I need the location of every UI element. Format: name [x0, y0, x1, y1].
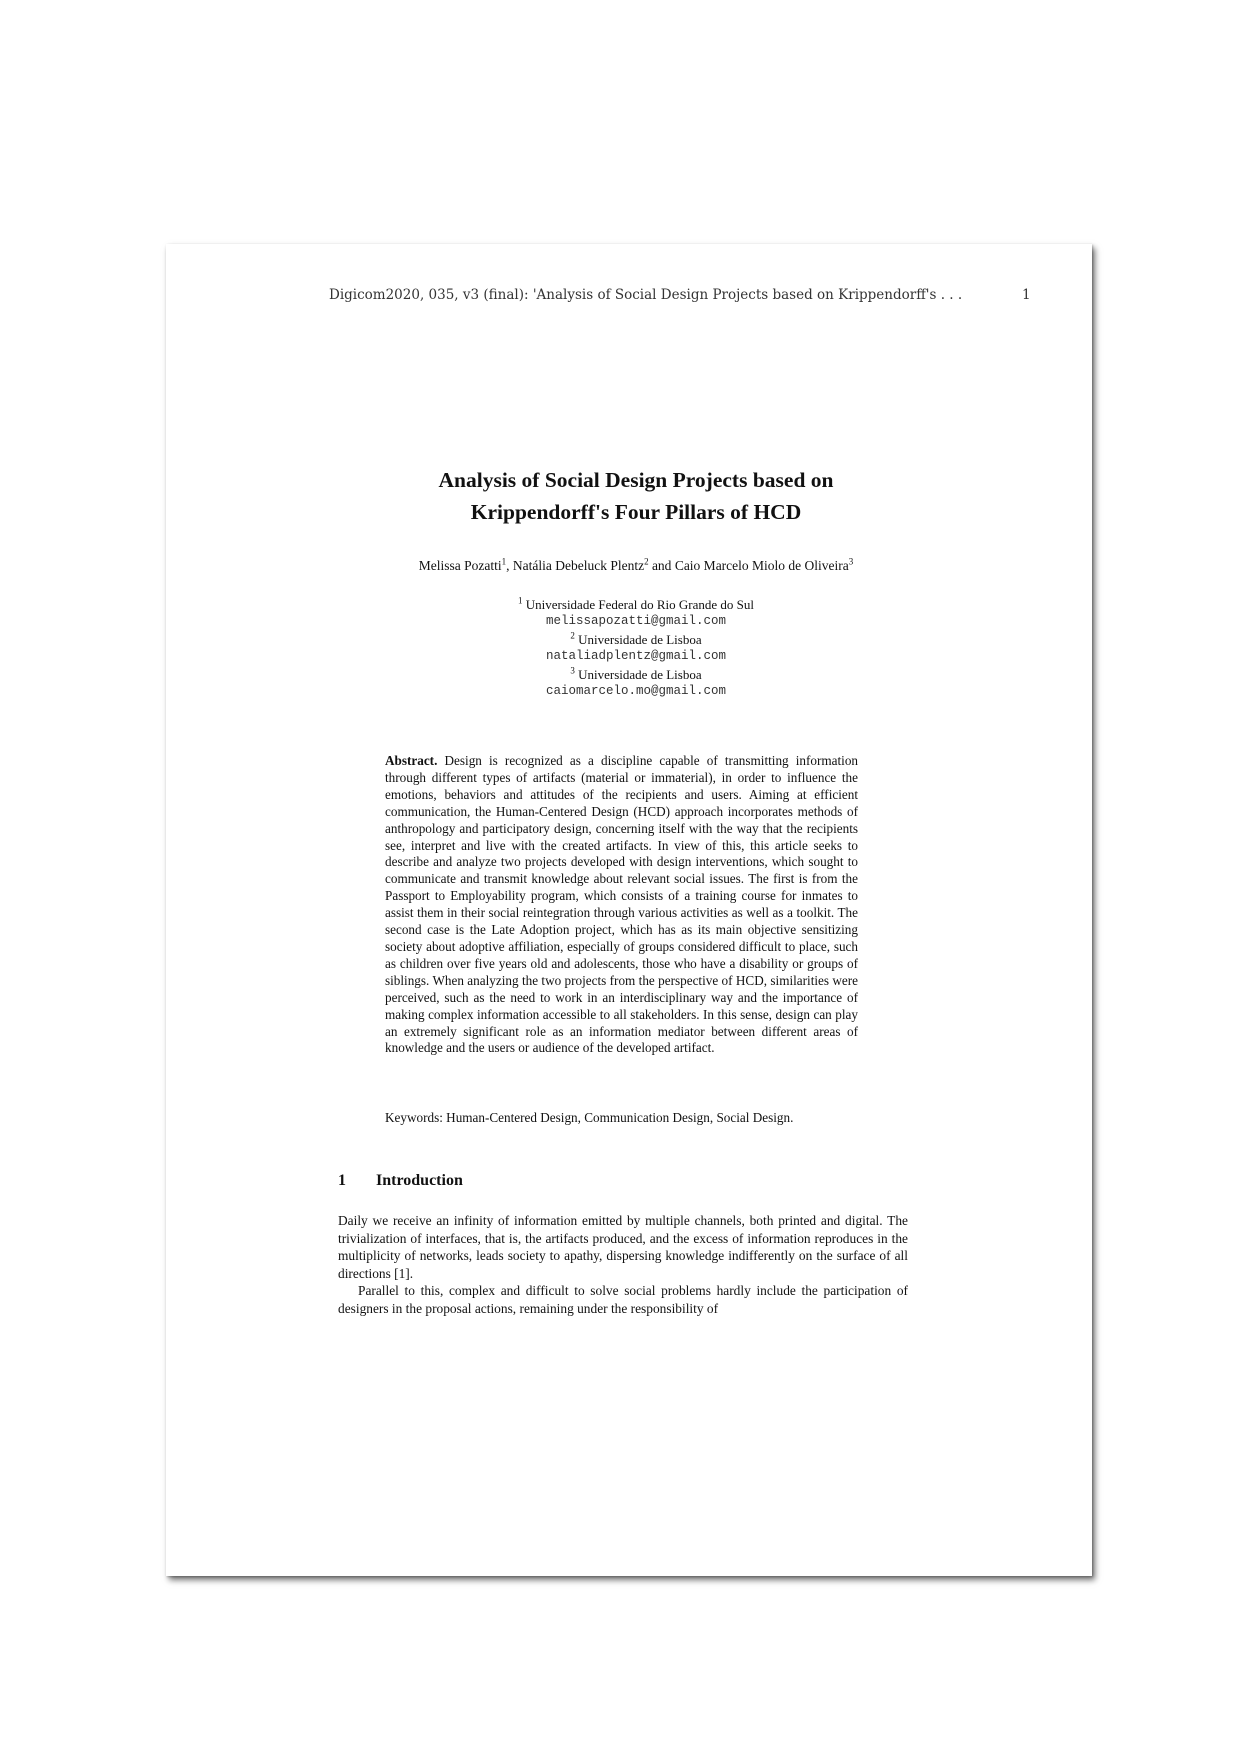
institution-name: Universidade de Lisboa: [578, 631, 702, 647]
affiliation-institution: [336, 596, 936, 613]
affiliation-email: caiomarcelo.mo@gmail.com: [545, 684, 727, 699]
institution-name: Universidade de Lisboa: [578, 666, 702, 682]
paragraph: Daily we receive an infinity of information emitted by multiple channels, both printed and digital. The trivialization of interfaces, that is, the artifacts produced, and the excess of information reproduces in the multiplicity of networks, leads society to apathy, dispersing knowledge indifferently on the surface of all directions [1].: [338, 1213, 908, 1281]
section-number: 1: [338, 1172, 346, 1189]
affiliation-sup: 3: [570, 665, 575, 676]
section-title: Introduction: [376, 1172, 463, 1189]
author-separator: ,: [506, 558, 513, 573]
paper-title: [286, 464, 986, 528]
author-and: and: [648, 558, 675, 573]
affiliation-institution: [336, 666, 936, 683]
institution-name: Universidade Federal do Rio Grande do Sul: [525, 597, 754, 612]
author-name: Natália Debeluck Plentz: [512, 558, 645, 573]
running-head: Digicom2020, 035, v3 (final): 'Analysis of Social Design Projects based on Krippendorff's . . .: [329, 287, 963, 303]
abstract: [385, 753, 858, 1057]
affiliation-institution: [336, 631, 936, 648]
affiliations: [336, 596, 936, 700]
affiliation-sup: 1: [518, 595, 523, 606]
page-number: 1: [1022, 287, 1031, 303]
paper-page: [166, 244, 1092, 1576]
affiliation-email: nataliadplentz@gmail.com: [545, 649, 727, 664]
title-line-1: Analysis of Social Design Projects based on: [438, 468, 834, 492]
body-text: [338, 1212, 908, 1318]
affiliation-email: melissapozatti@gmail.com: [545, 614, 727, 629]
section-heading: [338, 1172, 738, 1190]
author-name: Caio Marcelo Miolo de Oliveira: [674, 558, 849, 573]
abstract-label: Abstract.: [385, 753, 438, 768]
paragraph: Parallel to this, complex and difficult to solve social problems hardly include the participation of designers in the proposal actions, remaining under the responsibility of: [338, 1283, 908, 1316]
keywords: Keywords: Human-Centered Design, Communication Design, Social Design.: [385, 1110, 794, 1125]
author-sup: 3: [848, 556, 854, 567]
abstract-text: Design is recognized as a discipline capable of transmitting information through different types of artifacts (material or immaterial), in order to influence the emotions, behaviors and attitudes of the recipients and users. Aiming at efficient communication, the Human-Centered Design (HCD) approach incorporates methods of anthropology and participatory design, concerning itself with the way that the recipients see, interpret and live with the created artifacts. In view of this, this article seeks to describe and analyze two projects developed with design interventions, which sought to communicate and transmit knowledge about relevant social issues. The first is from the Passport to Employability program, which consists of a training course for inmates to assist them in their social reintegration through various activities as well as a toolkit. The second case is the Late Adoption project, which has as its main objective sensitizing society about adoptive affiliation, especially of groups considered difficult to place, such as children over five years old and adolescents, those who have a disability or groups of siblings. When analyzing the two projects from the perspective of HCD, similarities were perceived, such as the need to work in an interdisciplinary way and the importance of making complex information accessible to all stakeholders. In this sense, design can play an extremely significant role as an information mediator between different areas of knowledge and the users or audience of the developed artifact.: [385, 753, 859, 1056]
author-list: [266, 558, 1006, 574]
author-name: Melissa Pozatti: [418, 558, 502, 573]
affiliation-sup: 2: [570, 630, 575, 641]
author-sup: 2: [644, 556, 649, 567]
author-sup: 1: [501, 556, 507, 567]
title-line-2: Krippendorff's Four Pillars of HCD: [470, 500, 802, 524]
